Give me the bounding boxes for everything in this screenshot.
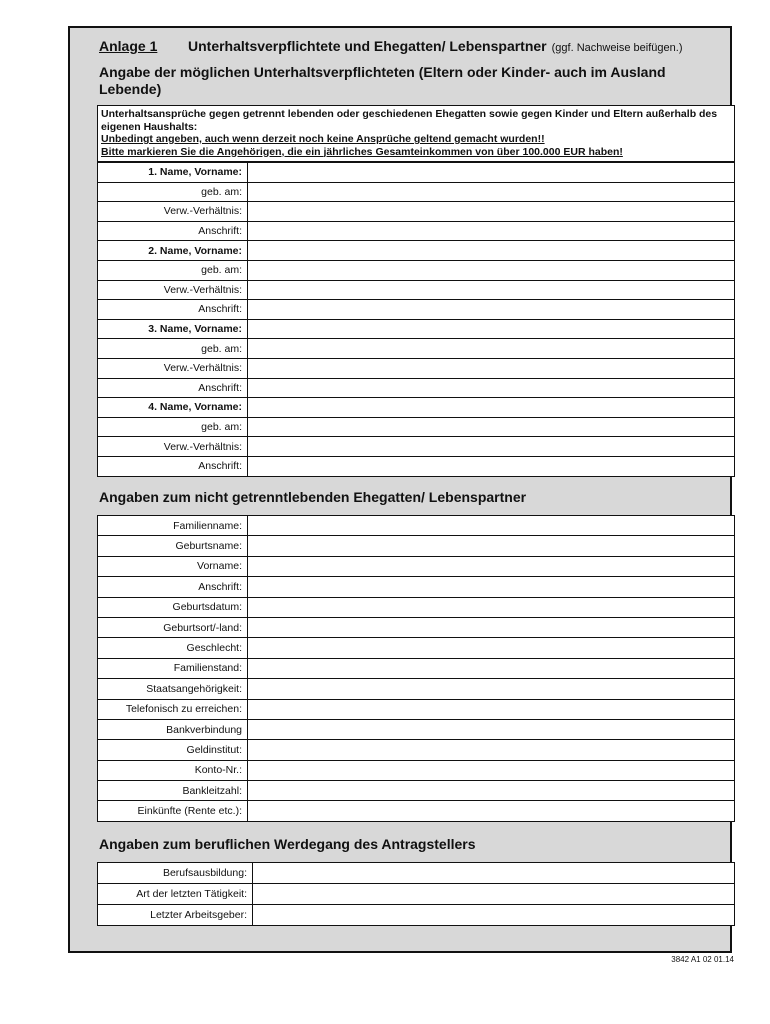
notice-box	[97, 105, 735, 162]
spouse-input[interactable]	[248, 581, 734, 593]
relatives-table	[97, 162, 735, 477]
relative-row	[98, 241, 735, 261]
spouse-table	[97, 515, 735, 822]
relative-value-cell	[248, 339, 735, 359]
spouse-value-cell	[248, 801, 735, 821]
relative-value-cell	[248, 300, 735, 320]
section1-heading: Angabe der möglichen Unterhaltsverpflichteten (Eltern oder Kinder- auch im Ausland Lebende)	[99, 64, 666, 97]
relative-row	[98, 358, 735, 378]
relative-input[interactable]	[248, 225, 734, 237]
relative-row	[98, 417, 735, 437]
relative-label: Anschrift:	[98, 378, 248, 398]
relative-label: 3. Name, Vorname:	[98, 319, 248, 339]
spouse-label: Geburtsname:	[98, 536, 248, 556]
spouse-row	[98, 781, 735, 801]
relative-input[interactable]	[248, 245, 734, 257]
relative-value-cell	[248, 163, 735, 183]
spouse-value-cell	[248, 638, 735, 658]
spouse-row	[98, 801, 735, 821]
relative-value-cell	[248, 456, 735, 476]
career-input[interactable]	[253, 867, 734, 879]
spouse-label: Vorname:	[98, 556, 248, 576]
relative-label: Anschrift:	[98, 300, 248, 320]
relative-row	[98, 456, 735, 476]
relative-input[interactable]	[248, 362, 734, 374]
spouse-row	[98, 719, 735, 739]
spouse-value-cell	[248, 658, 735, 678]
spouse-input[interactable]	[248, 560, 734, 572]
spouse-label: Geschlecht:	[98, 638, 248, 658]
spouse-row	[98, 658, 735, 678]
career-table	[97, 862, 735, 926]
relative-row	[98, 437, 735, 457]
relative-input[interactable]	[248, 421, 734, 433]
spouse-input[interactable]	[248, 764, 734, 776]
annex-label: Anlage 1	[99, 38, 158, 54]
career-row	[98, 863, 735, 884]
relative-label: Verw.-Verhältnis:	[98, 202, 248, 222]
title-row	[99, 38, 719, 56]
relative-row	[98, 319, 735, 339]
relative-label: 2. Name, Vorname:	[98, 241, 248, 261]
relative-value-cell	[248, 260, 735, 280]
relative-value-cell	[248, 241, 735, 261]
relative-input[interactable]	[248, 166, 734, 178]
spouse-label: Staatsangehörigkeit:	[98, 679, 248, 699]
spouse-row	[98, 617, 735, 637]
career-label: Letzter Arbeitsgeber:	[98, 905, 253, 926]
career-row	[98, 905, 735, 926]
relative-value-cell	[248, 202, 735, 222]
relative-row	[98, 221, 735, 241]
relative-value-cell	[248, 398, 735, 418]
spouse-input[interactable]	[248, 703, 734, 715]
relative-row	[98, 339, 735, 359]
relative-row	[98, 182, 735, 202]
relative-label: geb. am:	[98, 417, 248, 437]
spouse-label: Bankverbindung	[98, 719, 248, 739]
spouse-input[interactable]	[248, 724, 734, 736]
relative-row	[98, 398, 735, 418]
relative-input[interactable]	[248, 264, 734, 276]
relative-input[interactable]	[248, 284, 734, 296]
career-input[interactable]	[253, 909, 734, 921]
spouse-value-cell	[248, 617, 735, 637]
spouse-value-cell	[248, 577, 735, 597]
relative-row	[98, 202, 735, 222]
relative-input[interactable]	[248, 441, 734, 453]
career-value-cell	[253, 863, 735, 884]
spouse-row	[98, 516, 735, 536]
relative-row	[98, 260, 735, 280]
spouse-input[interactable]	[248, 622, 734, 634]
spouse-row	[98, 577, 735, 597]
spouse-input[interactable]	[248, 520, 734, 532]
spouse-value-cell	[248, 740, 735, 760]
career-value-cell	[253, 905, 735, 926]
notice-text: Unterhaltsansprüche gegen getrennt lebenden oder geschiedenen Ehegatten sowie gegen Kinder und Eltern außerhalb des eigenen Haushalts:	[101, 108, 718, 133]
spouse-input[interactable]	[248, 683, 734, 695]
spouse-value-cell	[248, 597, 735, 617]
form-frame	[68, 26, 732, 953]
relative-label: Anschrift:	[98, 221, 248, 241]
relative-label: geb. am:	[98, 339, 248, 359]
relative-input[interactable]	[248, 460, 734, 472]
spouse-label: Geburtsdatum:	[98, 597, 248, 617]
relative-value-cell	[248, 182, 735, 202]
relative-input[interactable]	[248, 186, 734, 198]
relative-input[interactable]	[248, 303, 734, 315]
relative-input[interactable]	[248, 382, 734, 394]
spouse-label: Geldinstitut:	[98, 740, 248, 760]
spouse-row	[98, 760, 735, 780]
spouse-row	[98, 536, 735, 556]
relative-label: 1. Name, Vorname:	[98, 163, 248, 183]
spouse-label: Familienstand:	[98, 658, 248, 678]
spouse-input[interactable]	[248, 540, 734, 552]
spouse-label: Familienname:	[98, 516, 248, 536]
relative-value-cell	[248, 319, 735, 339]
relative-row	[98, 163, 735, 183]
relative-label: Verw.-Verhältnis:	[98, 358, 248, 378]
spouse-label: Konto-Nr.:	[98, 760, 248, 780]
relative-input[interactable]	[248, 343, 734, 355]
section2-heading: Angaben zum nicht getrenntlebenden Ehegatten/ Lebenspartner	[99, 489, 527, 505]
spouse-row	[98, 638, 735, 658]
relative-input[interactable]	[248, 205, 734, 217]
career-value-cell	[253, 884, 735, 905]
spouse-row	[98, 740, 735, 760]
spouse-value-cell	[248, 556, 735, 576]
relative-value-cell	[248, 280, 735, 300]
section3-heading: Angaben zum beruflichen Werdegang des Antragstellers	[99, 836, 476, 852]
spouse-value-cell	[248, 699, 735, 719]
spouse-row	[98, 699, 735, 719]
spouse-input[interactable]	[248, 805, 734, 817]
relative-value-cell	[248, 378, 735, 398]
spouse-label: Telefonisch zu erreichen:	[98, 699, 248, 719]
spouse-input[interactable]	[248, 785, 734, 797]
spouse-value-cell	[248, 536, 735, 556]
career-row	[98, 884, 735, 905]
spouse-label: Anschrift:	[98, 577, 248, 597]
relative-value-cell	[248, 417, 735, 437]
notice-warning: Unbedingt angeben, auch wenn derzeit noch keine Ansprüche geltend gemacht wurden!!	[101, 133, 545, 145]
spouse-row	[98, 556, 735, 576]
relative-label: geb. am:	[98, 182, 248, 202]
spouse-row	[98, 597, 735, 617]
form-title: Unterhaltsverpflichtete und Ehegatten/ Lebenspartner	[188, 38, 547, 54]
spouse-label: Geburtsort/-land:	[98, 617, 248, 637]
spouse-value-cell	[248, 760, 735, 780]
relative-label: Verw.-Verhältnis:	[98, 280, 248, 300]
spouse-value-cell	[248, 516, 735, 536]
career-input[interactable]	[253, 888, 734, 900]
spouse-row	[98, 679, 735, 699]
spouse-value-cell	[248, 781, 735, 801]
relative-label: 4. Name, Vorname:	[98, 398, 248, 418]
relative-input[interactable]	[248, 401, 734, 413]
relative-value-cell	[248, 221, 735, 241]
spouse-input[interactable]	[248, 744, 734, 756]
relative-label: Anschrift:	[98, 456, 248, 476]
relative-label: Verw.-Verhältnis:	[98, 437, 248, 457]
relative-input[interactable]	[248, 323, 734, 335]
relative-value-cell	[248, 358, 735, 378]
notice-marking-instruction: Bitte markieren Sie die Angehörigen, die ein jährliches Gesamteinkommen von über 100.000 EUR haben!	[101, 145, 623, 158]
relative-row	[98, 280, 735, 300]
spouse-input[interactable]	[248, 642, 734, 654]
spouse-value-cell	[248, 719, 735, 739]
spouse-value-cell	[248, 679, 735, 699]
relative-row	[98, 300, 735, 320]
spouse-label: Bankleitzahl:	[98, 781, 248, 801]
spouse-input[interactable]	[248, 662, 734, 674]
form-code: 3842 A1 02 01.14	[671, 955, 734, 964]
title-note: (ggf. Nachweise beifügen.)	[551, 42, 683, 54]
career-label: Art der letzten Tätigkeit:	[98, 884, 253, 905]
relative-row	[98, 378, 735, 398]
spouse-label: Einkünfte (Rente etc.):	[98, 801, 248, 821]
spouse-input[interactable]	[248, 601, 734, 613]
career-label: Berufsausbildung:	[98, 863, 253, 884]
relative-label: geb. am:	[98, 260, 248, 280]
relative-value-cell	[248, 437, 735, 457]
